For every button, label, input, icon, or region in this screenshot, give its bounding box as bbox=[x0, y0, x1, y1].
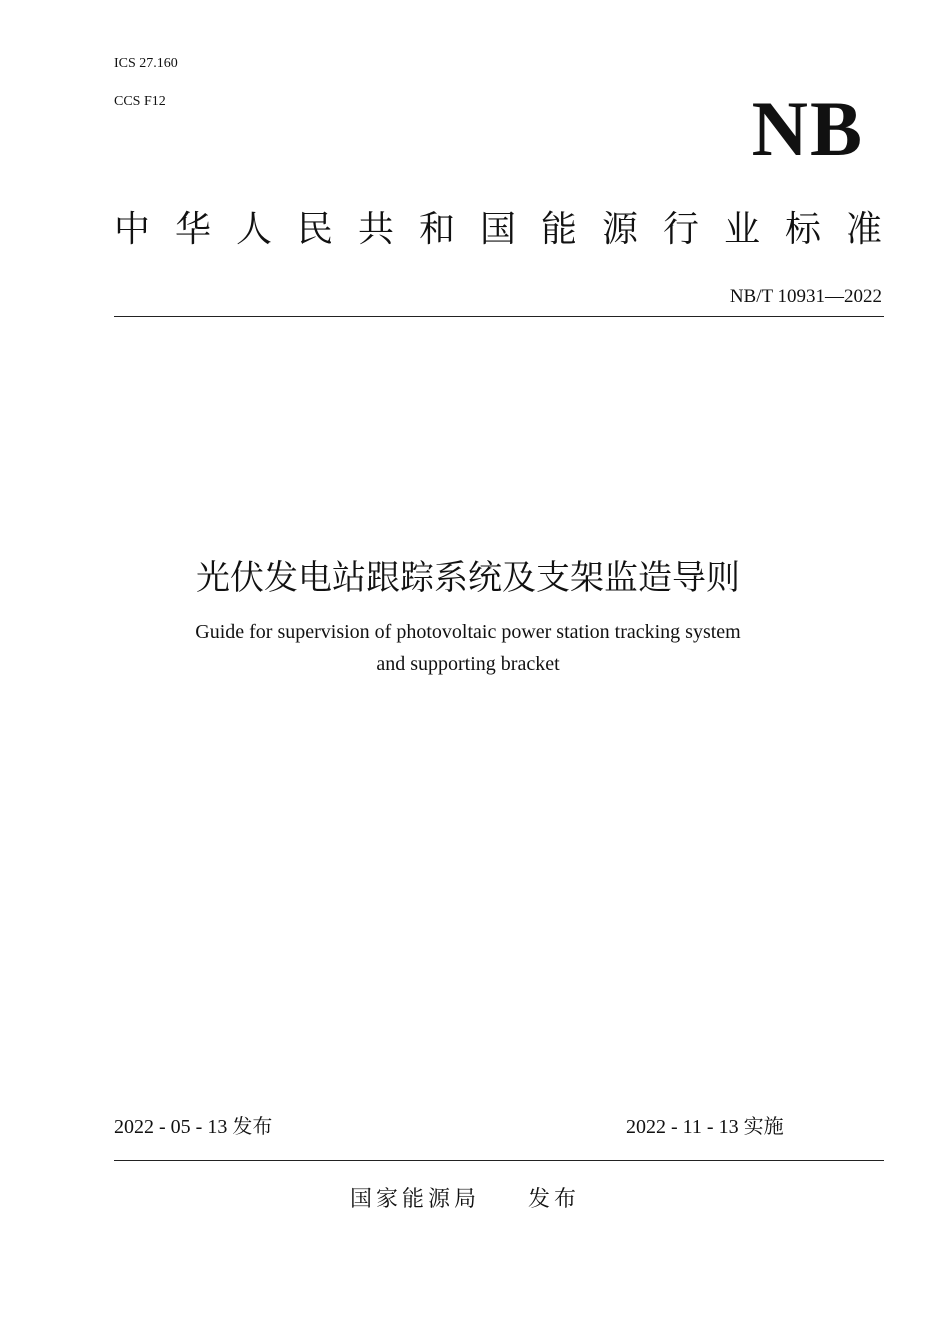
publish-date: 2022 - 05 - 13 bbox=[114, 1116, 228, 1138]
issuer-action: 发布 bbox=[528, 1187, 581, 1212]
nb-logo: NB bbox=[751, 85, 864, 172]
publish-date-block bbox=[114, 1110, 272, 1139]
standard-number: NB/T 10931—2022 bbox=[729, 286, 882, 307]
issuer-line bbox=[0, 1182, 950, 1213]
implement-date: 2022 - 11 - 13 bbox=[626, 1116, 739, 1138]
ics-code: ICS 27.160 bbox=[114, 56, 178, 71]
bottom-divider bbox=[114, 1160, 884, 1161]
english-title-line-1: Guide for supervision of photovoltaic power station tracking system bbox=[195, 621, 741, 643]
ccs-code: CCS F12 bbox=[114, 94, 166, 109]
publish-label: 发布 bbox=[232, 1114, 273, 1138]
document-title-chinese: 光伏发电站跟踪系统及支架监造导则 bbox=[196, 558, 740, 598]
english-title-line-2: and supporting bracket bbox=[376, 653, 560, 675]
implement-label: 实施 bbox=[743, 1114, 784, 1138]
document-title-english bbox=[0, 616, 950, 680]
implement-date-block bbox=[626, 1110, 784, 1139]
standard-category-name: 中华人民共和国能源行业标准 bbox=[114, 209, 884, 250]
top-divider bbox=[114, 316, 884, 317]
issuer-name: 国家能源局 bbox=[349, 1187, 480, 1212]
